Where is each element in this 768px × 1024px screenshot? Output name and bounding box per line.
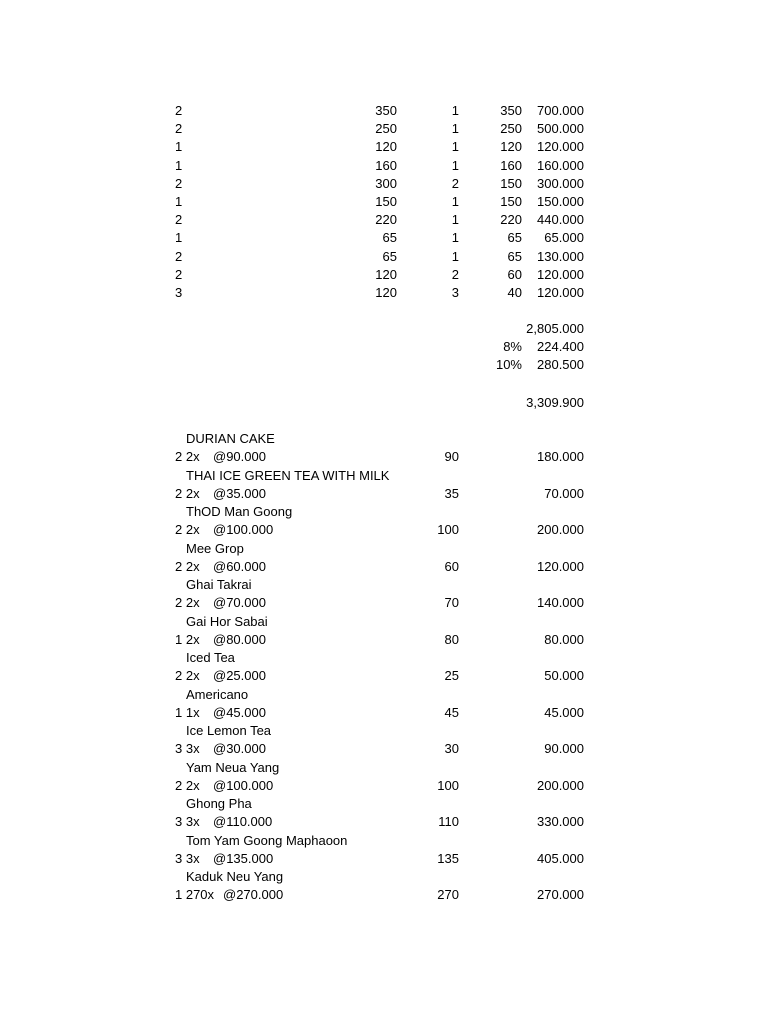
quantity-cell: 2: [175, 121, 183, 137]
item-unit-price-note: @35.000: [213, 485, 266, 501]
summary-row: [0, 284, 768, 302]
quantity-cell: 1: [175, 230, 183, 246]
item-quantity-desc: [175, 521, 273, 539]
item-detail-row: [0, 594, 768, 612]
item-amount: 330.000: [537, 814, 584, 830]
item-amount: 140.000: [537, 595, 584, 611]
amount-cell: 120.000: [537, 139, 584, 155]
price-cell: 65: [382, 248, 397, 264]
grand-total-row: [0, 394, 768, 412]
item-amount: 90.000: [544, 741, 584, 757]
price-cell: 120: [375, 266, 397, 282]
count-cell: 1: [451, 121, 459, 137]
item-name-row: [0, 686, 768, 704]
item-amount: 180.000: [537, 449, 584, 465]
item-quantity-desc: [175, 631, 266, 649]
unit-price-cell: 220: [500, 212, 522, 228]
subtotal-row: [0, 320, 768, 338]
item-price: 30: [444, 741, 459, 757]
item-detail-row: [0, 667, 768, 685]
item-price: 100: [437, 522, 459, 538]
price-cell: 160: [375, 157, 397, 173]
item-quantity: 2 2x: [175, 558, 200, 574]
item-quantity-desc: [175, 558, 266, 576]
item-quantity: 1 1x: [175, 704, 200, 720]
item-quantity-desc: [175, 485, 266, 503]
unit-price-cell: 60: [507, 266, 522, 282]
price-cell: 220: [375, 212, 397, 228]
item-detail-row: [0, 558, 768, 576]
item-amount: 70.000: [544, 485, 584, 501]
quantity-cell: 3: [175, 285, 183, 300]
item-name: Ghong Pha: [186, 796, 252, 811]
item-quantity: 3 3x: [175, 814, 200, 830]
price-cell: 120: [375, 285, 397, 300]
summary-row: [0, 138, 768, 156]
item-name: Ghai Takrai: [186, 577, 252, 592]
unit-price-cell: 160: [500, 157, 522, 173]
item-quantity: 2 2x: [175, 777, 200, 793]
item-name-row: [0, 576, 768, 594]
item-quantity: 2 2x: [175, 485, 200, 501]
amount-cell: 120.000: [537, 285, 584, 300]
item-detail-row: [0, 631, 768, 649]
item-quantity: 3 3x: [175, 850, 200, 866]
item-detail-row: [0, 704, 768, 722]
item-price: 90: [444, 449, 459, 465]
item-price: 270: [437, 887, 459, 903]
item-quantity-desc: [175, 777, 273, 795]
amount-cell: 120.000: [537, 266, 584, 282]
item-name-row: [0, 868, 768, 886]
unit-price-cell: 350: [500, 103, 522, 118]
unit-price-cell: 150: [500, 194, 522, 209]
count-cell: 1: [451, 194, 459, 209]
tax2-percent: 10%: [495, 357, 522, 372]
item-name: Tom Yam Goong Maphaoon: [186, 832, 348, 848]
item-amount: 270.000: [537, 887, 584, 903]
unit-price-cell: 250: [500, 121, 522, 137]
item-unit-price-note: @100.000: [213, 777, 274, 793]
count-cell: 2: [451, 175, 459, 191]
unit-price-cell: 65: [507, 248, 522, 264]
tax2-row: [0, 356, 768, 374]
item-detail-row: [0, 448, 768, 466]
item-detail-row: [0, 740, 768, 758]
count-cell: 2: [451, 266, 459, 282]
summary-row: [0, 229, 768, 247]
item-name: Ice Lemon Tea: [186, 723, 272, 738]
summary-row: [0, 211, 768, 229]
item-price: 110: [438, 814, 459, 830]
item-quantity: 3 3x: [175, 741, 200, 757]
tax2-amount: 280.500: [537, 357, 584, 372]
item-unit-price-note: @80.000: [213, 631, 266, 647]
item-name: Gai Hor Sabai: [186, 613, 268, 629]
price-cell: 350: [375, 103, 397, 118]
amount-cell: 440.000: [537, 212, 584, 228]
item-name-row: [0, 467, 768, 485]
quantity-cell: 2: [175, 248, 183, 264]
item-unit-price-note: @25.000: [213, 668, 266, 684]
count-cell: 3: [451, 285, 459, 300]
item-name: Iced Tea: [186, 650, 235, 665]
item-price: 80: [444, 631, 459, 647]
item-quantity: 1 270x: [175, 887, 215, 903]
quantity-cell: 2: [175, 212, 183, 228]
item-amount: 200.000: [537, 522, 584, 538]
subtotal-value: 2,805.000: [526, 321, 584, 336]
item-quantity-desc: [175, 886, 283, 904]
count-cell: 1: [451, 139, 459, 155]
item-name: Yam Neua Yang: [186, 759, 280, 775]
count-cell: 1: [451, 157, 459, 173]
item-name-row: [0, 540, 768, 558]
item-name: Kaduk Neu Yang: [186, 869, 284, 884]
quantity-cell: 2: [175, 266, 183, 282]
item-unit-price-note: @45.000: [213, 704, 266, 720]
tax1-row: [0, 338, 768, 356]
item-quantity: 2 2x: [175, 449, 200, 465]
item-quantity: 1 2x: [175, 631, 200, 647]
amount-cell: 500.000: [537, 121, 584, 137]
item-quantity-desc: [175, 667, 266, 685]
count-cell: 1: [451, 212, 459, 228]
summary-row: [0, 175, 768, 193]
summary-row: [0, 248, 768, 266]
item-amount: 50.000: [544, 668, 584, 684]
summary-row: [0, 266, 768, 284]
item-quantity-desc: [175, 740, 266, 758]
item-unit-price-note: @135.000: [213, 850, 274, 866]
item-name: THAI ICE GREEN TEA WITH MILK: [186, 467, 390, 483]
item-name-row: [0, 759, 768, 777]
item-detail-row: [0, 521, 768, 539]
item-amount: 120.000: [537, 558, 584, 574]
count-cell: 1: [451, 248, 459, 264]
amount-cell: 300.000: [537, 175, 584, 191]
item-detail-row: [0, 886, 768, 904]
item-unit-price-note: @90.000: [213, 449, 266, 465]
unit-price-cell: 40: [507, 285, 522, 300]
item-quantity-desc: [175, 594, 266, 612]
item-name-row: [0, 722, 768, 740]
item-unit-price-note: @100.000: [213, 522, 274, 538]
count-cell: 1: [451, 230, 459, 246]
item-quantity-desc: [175, 850, 273, 868]
item-detail-row: [0, 813, 768, 831]
item-unit-price-note: @70.000: [213, 595, 266, 611]
unit-price-cell: 150: [500, 175, 522, 191]
unit-price-cell: 65: [507, 230, 522, 246]
price-cell: 300: [375, 175, 397, 191]
amount-cell: 130.000: [537, 248, 584, 264]
count-cell: 1: [451, 103, 459, 118]
amount-cell: 150.000: [537, 194, 584, 209]
item-detail-row: [0, 485, 768, 503]
item-quantity-desc: [175, 448, 266, 466]
item-amount: 45.000: [544, 704, 584, 720]
item-unit-price-note: @60.000: [213, 558, 266, 574]
item-unit-price-note: @30.000: [213, 741, 266, 757]
amount-cell: 160.000: [537, 157, 584, 173]
price-cell: 150: [375, 194, 397, 209]
item-quantity-desc: [175, 813, 272, 831]
tax1-amount: 224.400: [537, 339, 584, 354]
item-detail-row: [0, 777, 768, 795]
item-name: Mee Grop: [186, 540, 244, 556]
item-name-row: [0, 649, 768, 667]
summary-row: [0, 120, 768, 138]
item-quantity: 2 2x: [175, 522, 200, 538]
unit-price-cell: 120: [500, 139, 522, 155]
amount-cell: 65.000: [544, 230, 584, 246]
quantity-cell: 1: [175, 194, 183, 209]
item-price: 100: [437, 777, 459, 793]
summary-row: [0, 157, 768, 175]
quantity-cell: 2: [175, 175, 183, 191]
item-name-row: [0, 613, 768, 631]
item-price: 45: [444, 704, 459, 720]
item-name-row: [0, 832, 768, 850]
item-amount: 80.000: [544, 631, 584, 647]
grand-total-value: 3,309.900: [526, 395, 584, 410]
summary-row: [0, 193, 768, 211]
item-price: 35: [444, 485, 459, 501]
item-price: 60: [444, 558, 459, 574]
item-amount: 200.000: [537, 777, 584, 793]
item-detail-row: [0, 850, 768, 868]
item-amount: 405.000: [537, 850, 584, 866]
quantity-cell: 1: [175, 157, 183, 173]
item-name-row: [0, 503, 768, 521]
price-cell: 250: [375, 121, 397, 137]
item-price: 25: [444, 668, 459, 684]
item-unit-price-note: @270.000: [223, 887, 284, 903]
quantity-cell: 1: [175, 139, 183, 155]
item-unit-price-note: @110.000: [213, 814, 273, 830]
tax1-percent: 8%: [503, 339, 522, 354]
price-cell: 65: [382, 230, 397, 246]
item-quantity: 2 2x: [175, 595, 200, 611]
price-cell: 120: [375, 139, 397, 155]
item-name: ThOD Man Goong: [186, 504, 293, 519]
item-price: 135: [437, 850, 459, 866]
item-quantity: 2 2x: [175, 668, 200, 684]
summary-row: [0, 102, 768, 120]
item-name-row: [0, 430, 768, 448]
item-quantity-desc: [175, 704, 266, 722]
amount-cell: 700.000: [537, 103, 584, 118]
item-name: DURIAN CAKE: [186, 431, 275, 446]
item-price: 70: [444, 595, 459, 611]
item-name: Americano: [186, 686, 249, 702]
item-name-row: [0, 795, 768, 813]
quantity-cell: 2: [175, 103, 183, 118]
